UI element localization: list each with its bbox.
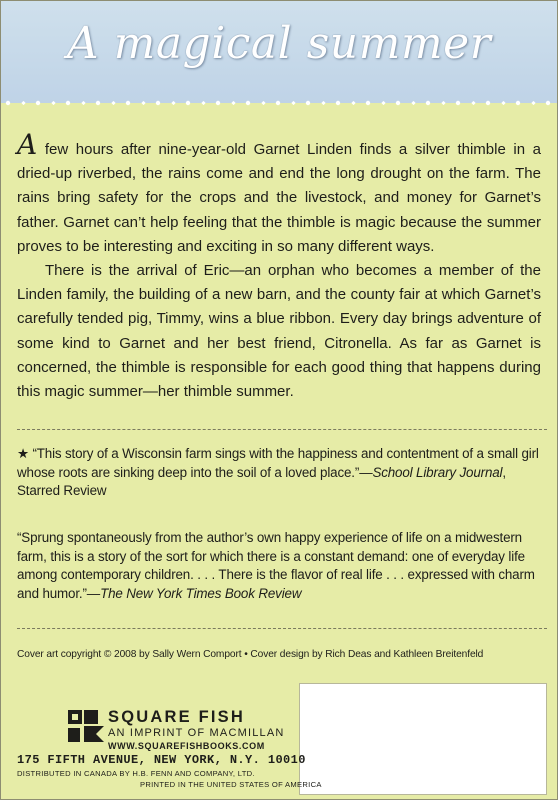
border-dot <box>396 101 400 105</box>
drop-cap: A <box>17 128 38 161</box>
synopsis-paragraph-2: There is the arrival of Eric—an orphan who becomes a member of the Linden family, the building of a new barn, and the county fair at which Garnet’s carefully tended pig, Timmy, wins a blue ribbon. Every day brings adventure of some kind to Garnet and her best friend, Citronella. As far as Garnet is concerned, the thimble is responsible for each good thing that happens during this magic summer—her thimble summer. <box>17 262 541 401</box>
border-diamond <box>261 101 265 105</box>
border-dot <box>486 101 490 105</box>
review-source: School Library Journal <box>372 464 503 480</box>
synopsis-paragraph-1-text: few hours after nine-year-old Garnet Linden finds a silver thimble in a dried-up riverbed, the rains come and end the long drought on the farm. The rains bring safety for the crops and the livestock, and money for Garnet’s father. Garnet can’t help feeling that the thimble is magic because the summer proves to be interesting and exciting in so many different ways. <box>17 141 541 255</box>
border-diamond <box>471 101 475 105</box>
border-dot <box>126 101 130 105</box>
divider-bottom <box>17 628 547 629</box>
publisher-distribution: DISTRIBUTED IN CANADA BY H.B. FENN AND COMPANY, LTD. <box>17 769 255 778</box>
publisher-imprint: AN IMPRINT OF MACMILLAN <box>108 727 285 739</box>
border-diamond <box>501 101 505 105</box>
border-diamond <box>531 101 535 105</box>
border-dot <box>546 101 550 105</box>
border-diamond <box>201 101 205 105</box>
border-dot <box>336 101 340 105</box>
divider-top <box>17 429 547 430</box>
review-suffix: , Starred Review <box>17 464 506 499</box>
border-diamond <box>351 101 355 105</box>
square-fish-logo-icon <box>66 708 106 744</box>
border-dot <box>456 101 460 105</box>
publisher-name: SQUARE FISH <box>108 708 245 726</box>
border-diamond <box>381 101 385 105</box>
border-dot <box>36 101 40 105</box>
border-diamond <box>321 101 325 105</box>
border-dot <box>96 101 100 105</box>
publisher-printed: PRINTED IN THE UNITED STATES OF AMERICA <box>140 780 322 789</box>
publisher-website: WWW.SQUAREFISHBOOKS.COM <box>108 741 265 751</box>
review-school-library-journal <box>17 445 547 501</box>
border-dot <box>186 101 190 105</box>
star-icon: ★ <box>17 446 29 461</box>
synopsis-paragraph-1 <box>17 128 541 259</box>
border-diamond <box>411 101 415 105</box>
barcode-area <box>299 683 547 795</box>
publisher-address: 175 FIFTH AVENUE, NEW YORK, N.Y. 10010 <box>17 753 306 767</box>
border-dot <box>246 101 250 105</box>
review-quote: “This story of a Wisconsin farm sings with the happiness and contentment of a small girl whose roots are sinking deep into the soil of a loved place.”— <box>17 446 539 480</box>
review-source: The New York Times Book Review <box>100 585 302 601</box>
border-dot <box>6 101 10 105</box>
review-nyt <box>17 529 547 603</box>
border-diamond <box>111 101 115 105</box>
border-dot <box>66 101 70 105</box>
border-diamond <box>231 101 235 105</box>
cover-title: A magical summer <box>66 18 492 69</box>
border-diamond <box>51 101 55 105</box>
border-dot <box>306 101 310 105</box>
border-dot <box>156 101 160 105</box>
border-diamond <box>21 101 25 105</box>
border-diamond <box>141 101 145 105</box>
review-quote: “Sprung spontaneously from the author’s own happy experience of life on a midwestern farm, this is a story of the sort for which there is a constant demand: one of everyday life among contemporary children. . . . There is the flavor of real life . . . expressed with charm and humor.”— <box>17 530 535 601</box>
synopsis <box>17 128 541 404</box>
border-dot <box>366 101 370 105</box>
dotted-border <box>0 97 558 109</box>
border-dot <box>216 101 220 105</box>
border-diamond <box>171 101 175 105</box>
border-dot <box>276 101 280 105</box>
border-diamond <box>291 101 295 105</box>
border-dot <box>516 101 520 105</box>
border-dot <box>426 101 430 105</box>
cover-credits: Cover art copyright © 2008 by Sally Wern Comport • Cover design by Rich Deas and Kathleen Breitenfeld <box>17 649 484 660</box>
border-diamond <box>441 101 445 105</box>
border-diamond <box>81 101 85 105</box>
